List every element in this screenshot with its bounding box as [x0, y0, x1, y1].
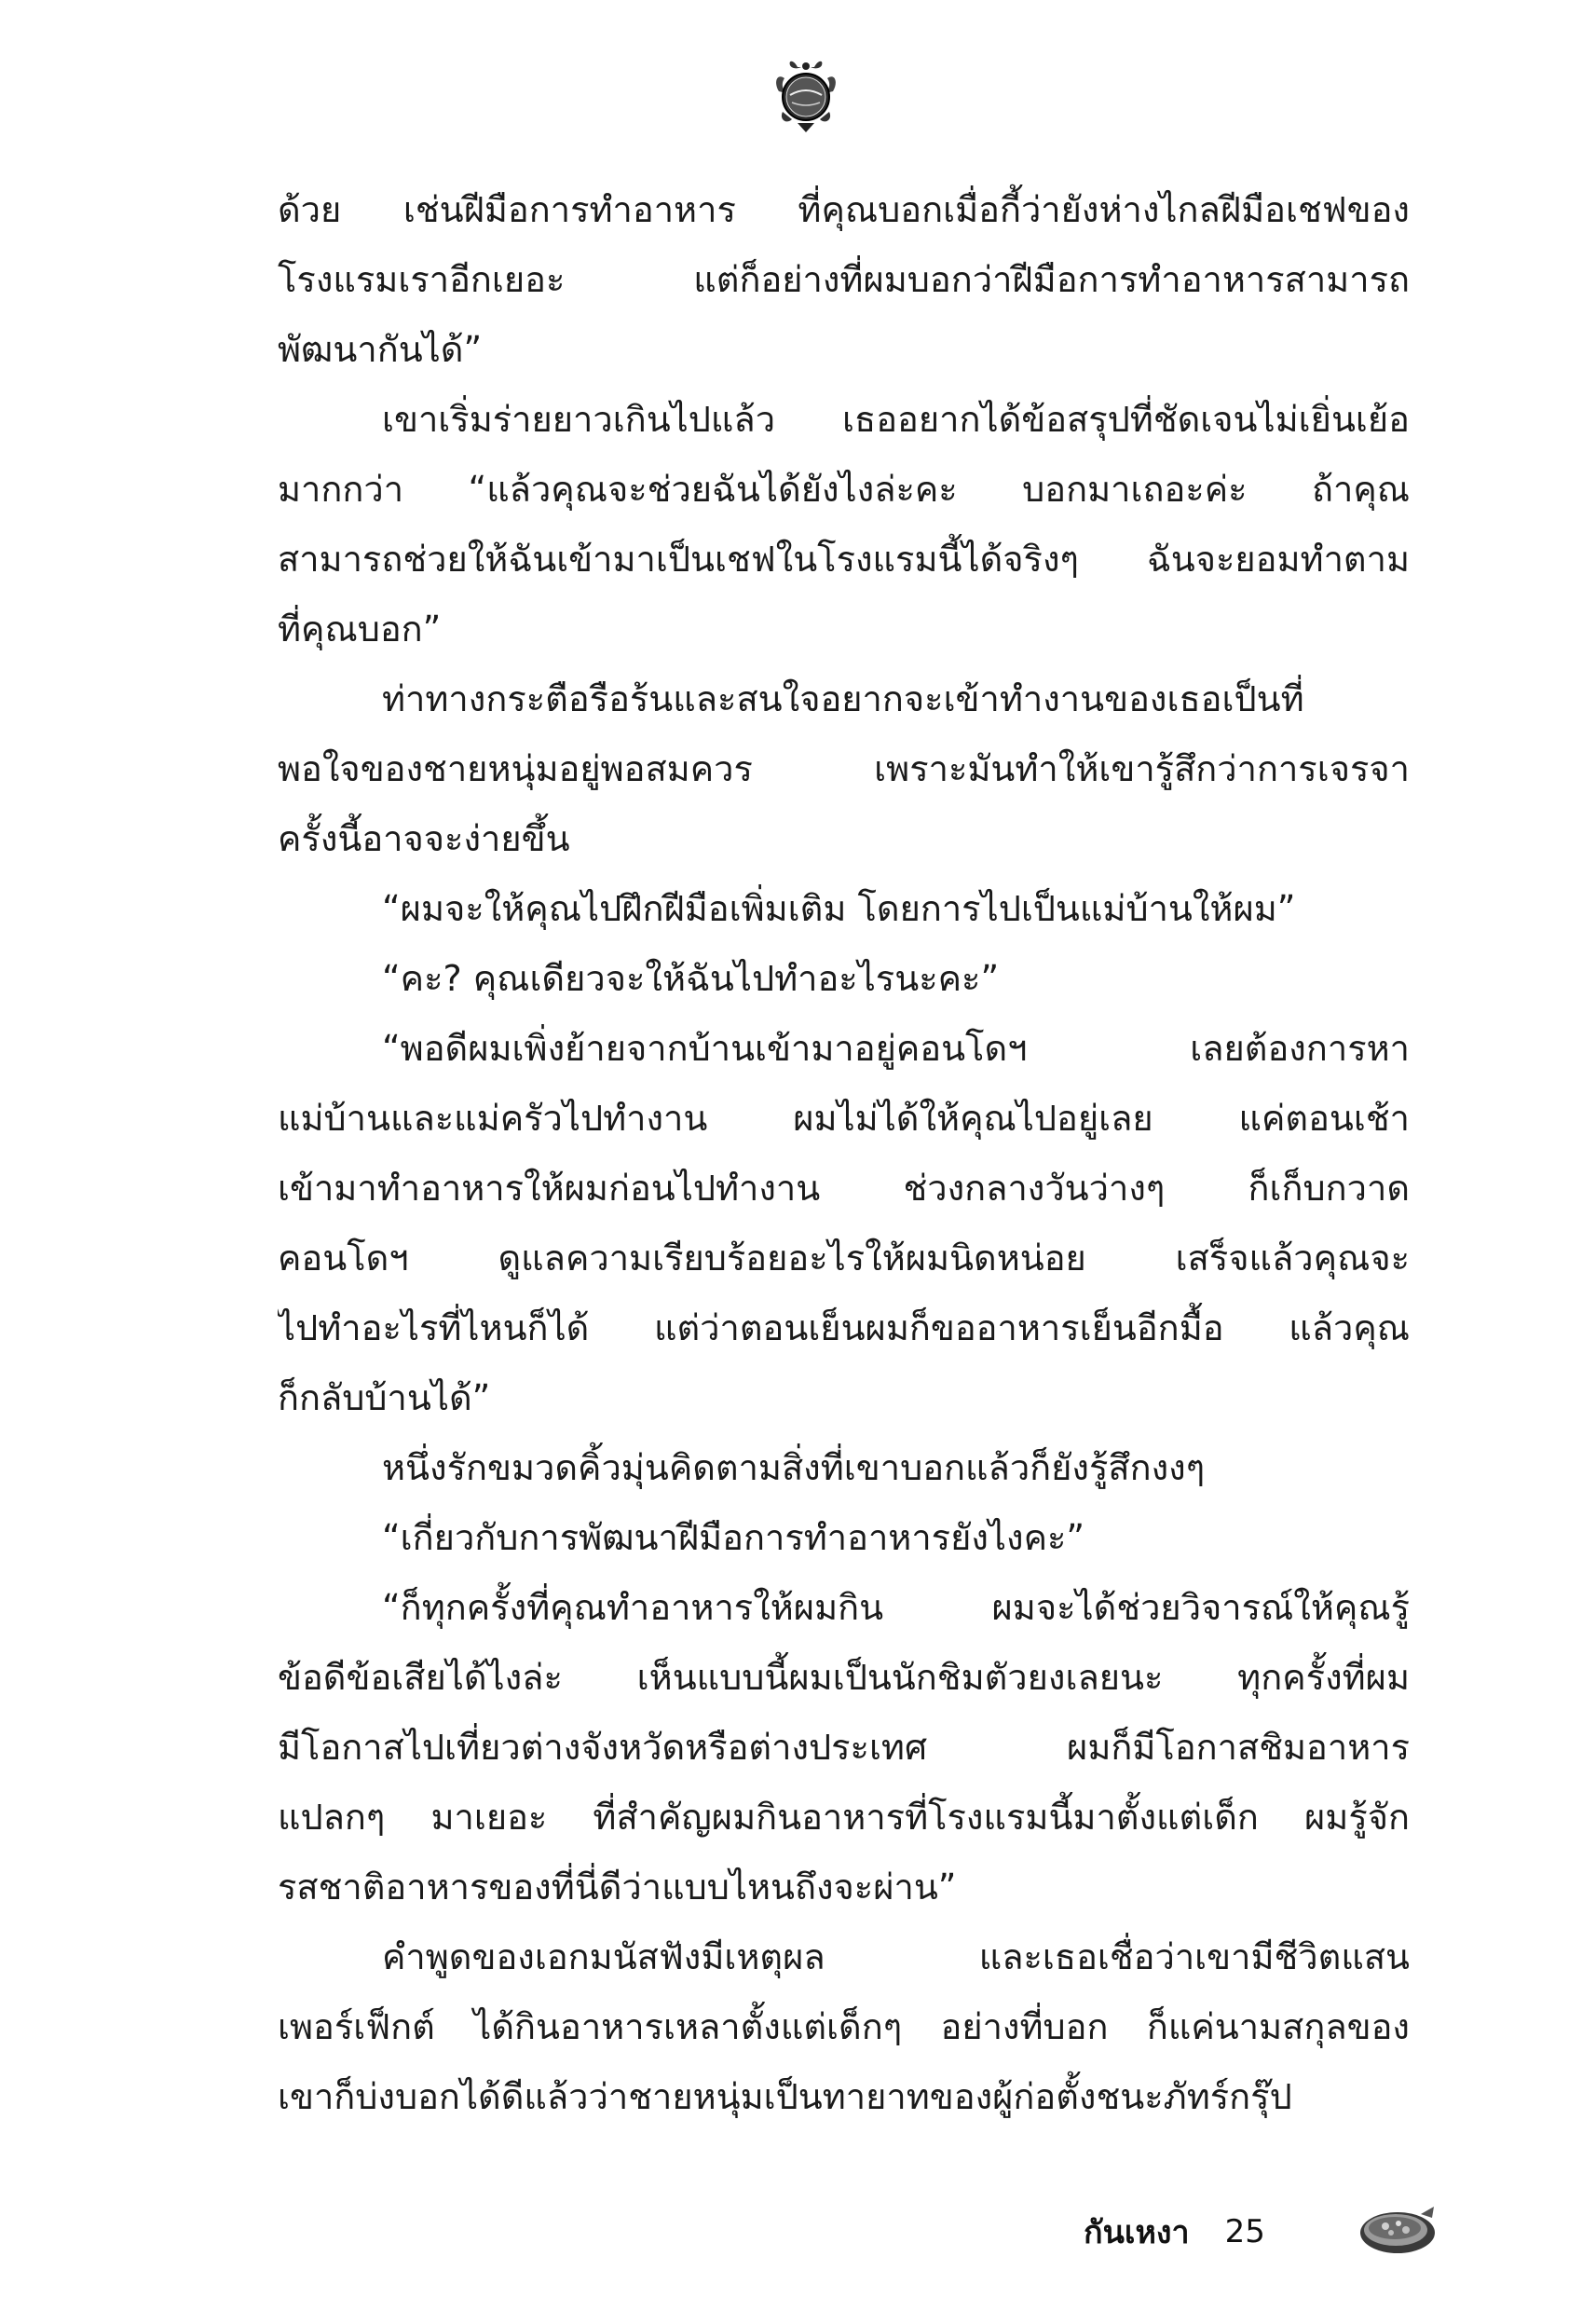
text-line: แปลกๆ มาเยอะ ที่สำคัญผมกินอาหารที่โรงแรมนี้มาตั้งแต่เด็ก ผมรู้จัก	[278, 1797, 1410, 1838]
page-number: 25	[1224, 2213, 1265, 2250]
text-line: ก็กลับบ้านได้”	[278, 1377, 491, 1418]
text-line: สามารถช่วยให้ฉันเข้ามาเป็นเชฟในโรงแรมนี้ได้จริงๆ ฉันจะยอมทำตาม	[278, 539, 1410, 580]
text-line: ครั้งนี้อาจจะง่ายขึ้น	[278, 818, 570, 859]
text-line: พอใจของชายหนุ่มอยู่พอสมควร เพราะมันทำให้เขารู้สึกว่าการเจรจา	[278, 748, 1410, 789]
page-footer	[1084, 2204, 1265, 2260]
text-line: “เกี่ยวกับการพัฒนาฝีมือการทำอาหารยังไงคะ”	[382, 1517, 1085, 1558]
text-line: ไปทำอะไรที่ไหนก็ได้ แต่ว่าตอนเย็นผมก็ขออาหารเย็นอีกมื้อ แล้วคุณ	[278, 1307, 1410, 1348]
text-line: ด้วย เช่นฝีมือการทำอาหาร ที่คุณบอกเมื่อกี้ว่ายังห่างไกลฝีมือเชฟของ	[278, 189, 1410, 230]
book-title: กันเหงา	[1084, 2214, 1190, 2251]
header-logo-emblem	[770, 54, 842, 136]
body-text	[278, 175, 1410, 2132]
text-line: เข้ามาทำอาหารให้ผมก่อนไปทำงาน ช่วงกลางวันว่างๆ ก็เก็บกวาด	[278, 1168, 1410, 1209]
text-line: ข้อดีข้อเสียได้ไงล่ะ เห็นแบบนี้ผมเป็นนักชิมตัวยงเลยนะ ทุกครั้งที่ผม	[278, 1657, 1410, 1698]
text-line: ที่คุณบอก”	[278, 609, 442, 650]
text-line: มีโอกาสไปเที่ยวต่างจังหวัดหรือต่างประเทศ ผมก็มีโอกาสชิมอาหาร	[278, 1727, 1410, 1768]
text-line: โรงแรมเราอีกเยอะ แต่ก็อย่างที่ผมบอกว่าฝีมือการทำอาหารสามารถ	[278, 259, 1410, 300]
text-line: คำพูดของเอกมนัสฟังมีเหตุผล และเธอเชื่อว่าเขามีชีวิตแสน	[382, 1936, 1410, 1977]
text-line: แม่บ้านและแม่ครัวไปทำงาน ผมไม่ได้ให้คุณไปอยู่เลย แค่ตอนเช้า	[278, 1098, 1410, 1139]
footer-ornament-icon	[1356, 2201, 1439, 2259]
text-line: เขาก็บ่งบอกได้ดีแล้วว่าชายหนุ่มเป็นทายาทของผู้ก่อตั้งชนะภัทร์กรุ๊ป	[278, 2076, 1292, 2117]
text-line: หนึ่งรักขมวดคิ้วมุ่นคิดตามสิ่งที่เขาบอกแล้วก็ยังรู้สึกงงๆ	[382, 1447, 1206, 1488]
text-line: “ผมจะให้คุณไปฝึกฝีมือเพิ่มเติม โดยการไปเป็นแม่บ้านให้ผม”	[382, 888, 1296, 929]
text-line: “ก็ทุกครั้งที่คุณทำอาหารให้ผมกิน ผมจะได้ช่วยวิจารณ์ให้คุณรู้	[382, 1587, 1410, 1628]
emblem-icon	[770, 54, 842, 136]
text-line: “พอดีผมเพิ่งย้ายจากบ้านเข้ามาอยู่คอนโดฯ เลยต้องการหา	[382, 1028, 1410, 1069]
text-line: เพอร์เฟ็กต์ ได้กินอาหารเหลาตั้งแต่เด็กๆ อย่างที่บอก ก็แค่นามสกุลของ	[278, 2006, 1410, 2047]
text-line: เขาเริ่มร่ายยาวเกินไปแล้ว เธออยากได้ข้อสรุปที่ชัดเจนไม่เยิ่นเย้อ	[382, 399, 1410, 440]
text-line: รสชาติอาหารของที่นี่ดีว่าแบบไหนถึงจะผ่าน”	[278, 1867, 957, 1908]
text-line: คอนโดฯ ดูแลความเรียบร้อยอะไรให้ผมนิดหน่อย เสร็จแล้วคุณจะ	[278, 1238, 1410, 1279]
text-line: “คะ? คุณเดียวจะให้ฉันไปทำอะไรนะคะ”	[382, 958, 1000, 999]
text-line: มากกว่า “แล้วคุณจะช่วยฉันได้ยังไงล่ะคะ บอกมาเถอะค่ะ ถ้าคุณ	[278, 469, 1410, 510]
text-line: พัฒนากันได้”	[278, 329, 483, 370]
text-line: ท่าทางกระตือรือร้นและสนใจอยากจะเข้าทำงานของเธอเป็นที่	[382, 678, 1304, 719]
